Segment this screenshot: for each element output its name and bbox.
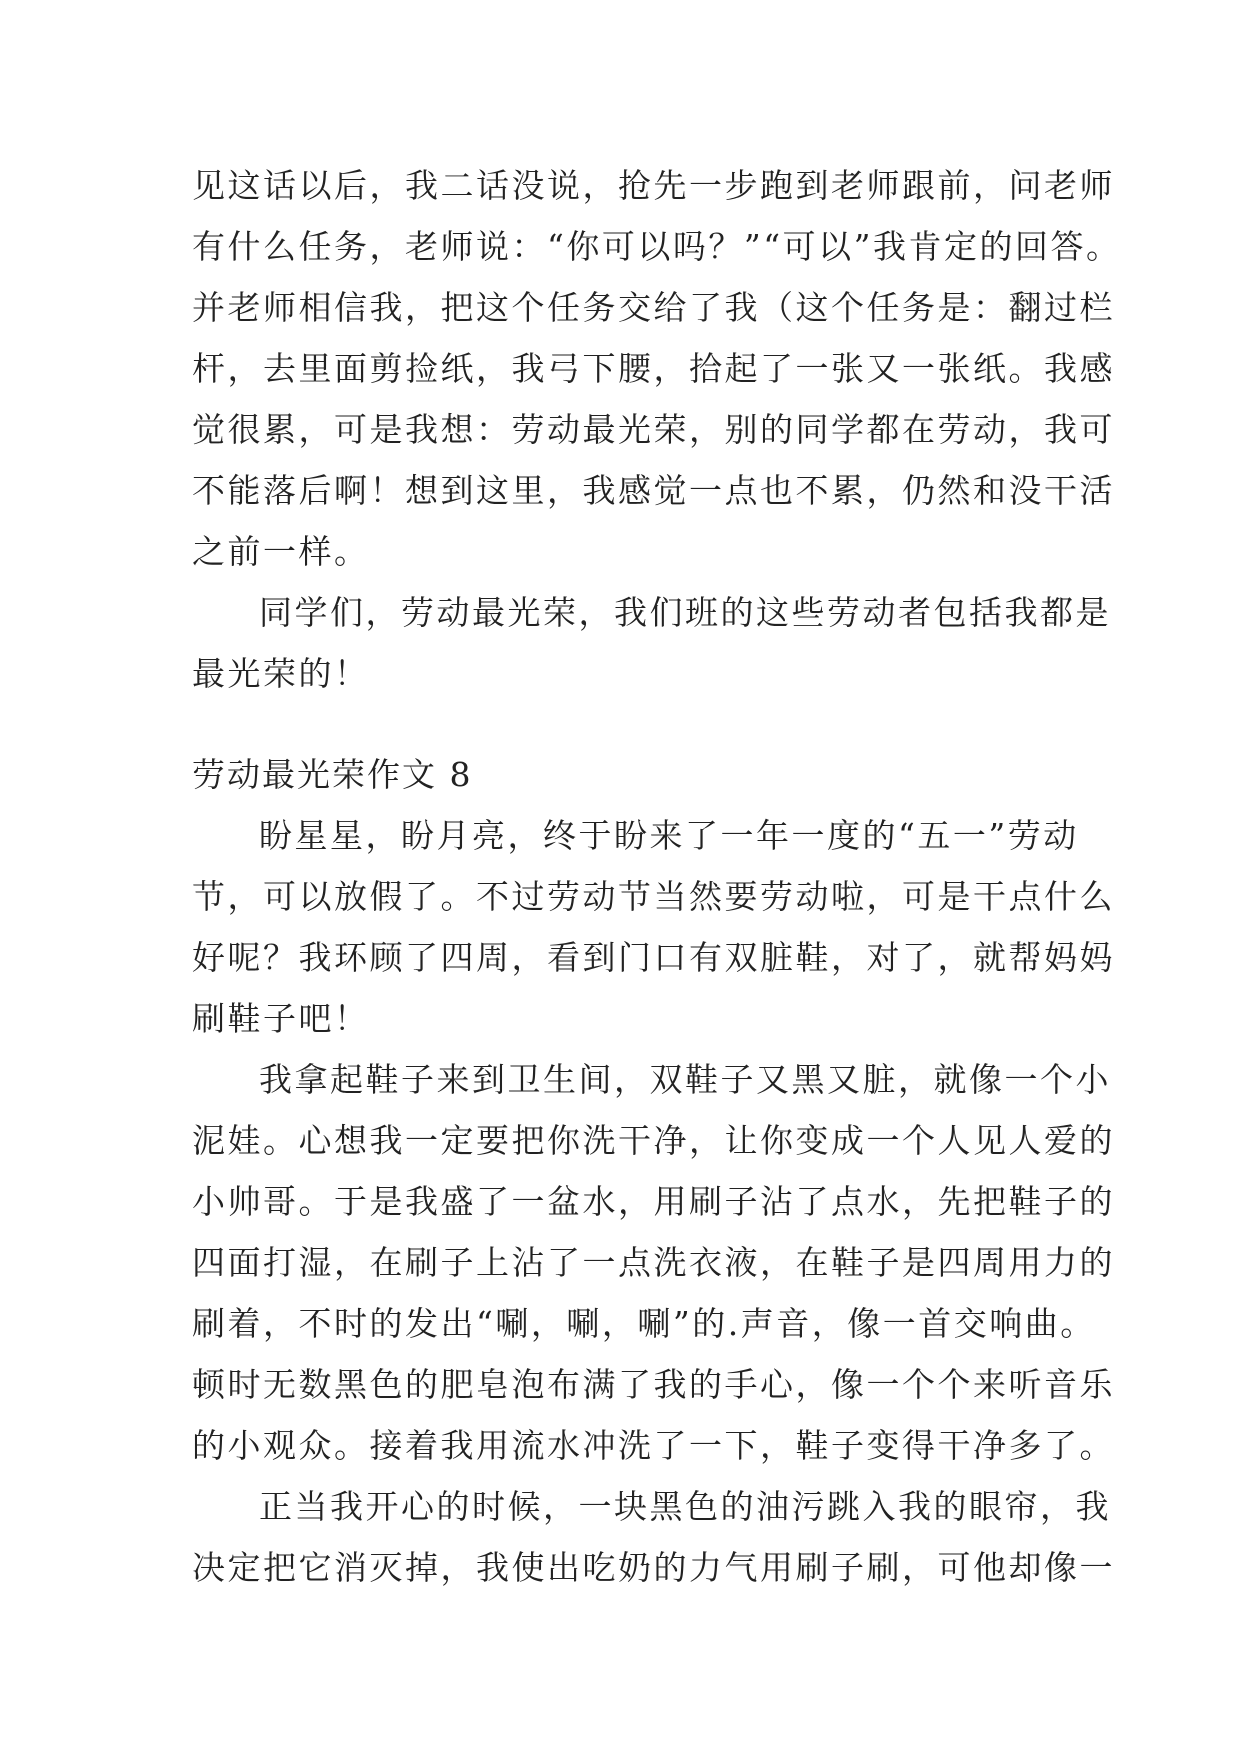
text-line: 之前一样。 <box>192 532 370 571</box>
paragraph-2 <box>192 1049 1115 1476</box>
text-line: 泥娃。心想我一定要把你洗干净，让你变成一个人见人爱的 <box>192 1121 1115 1160</box>
paragraph-conclusion <box>192 582 1111 704</box>
paragraph-3 <box>192 1476 1115 1598</box>
text-line: 决定把它消灭掉，我使出吃奶的力气用刷子刷，可他却像一 <box>192 1548 1115 1587</box>
text-line: 最光荣的！ <box>192 654 370 693</box>
text-line: 顿时无数黑色的肥皂泡布满了我的手心，像一个个来听音乐 <box>192 1365 1115 1404</box>
text-line: 见这话以后，我二话没说，抢先一步跑到老师跟前，问老师 <box>192 166 1115 205</box>
text-line: 并老师相信我，把这个任务交给了我（这个任务是：翻过栏 <box>192 288 1115 327</box>
text-line: 觉很累，可是我想：劳动最光荣，别的同学都在劳动，我可 <box>192 410 1115 449</box>
text-line: 的小观众。接着我用流水冲洗了一下，鞋子变得干净多了。 <box>192 1426 1115 1465</box>
essay-heading: 劳动最光荣作文 8 <box>192 755 473 794</box>
paragraph-continued <box>192 155 1122 582</box>
text-line: 刷鞋子吧！ <box>192 999 370 1038</box>
document-page <box>192 155 1122 1598</box>
text-line: 四面打湿，在刷子上沾了一点洗衣液，在鞋子是四周用力的 <box>192 1243 1115 1282</box>
text-line: 小帅哥。于是我盛了一盆水，用刷子沾了点水，先把鞋子的 <box>192 1182 1115 1221</box>
text-line: 我拿起鞋子来到卫生间，双鞋子又黑又脏，就像一个小 <box>259 1060 1111 1099</box>
text-line: 正当我开心的时候，一块黑色的油污跳入我的眼帘，我 <box>259 1487 1111 1526</box>
text-line: 不能落后啊！想到这里，我感觉一点也不累，仍然和没干活 <box>192 471 1115 510</box>
text-line: 杆，去里面剪捡纸，我弓下腰，拾起了一张又一张纸。我感 <box>192 349 1115 388</box>
paragraph-1 <box>192 805 1115 1049</box>
text-line: 节，可以放假了。不过劳动节当然要劳动啦，可是干点什么 <box>192 877 1115 916</box>
text-line: 刷着，不时的发出“唰，唰，唰”的.声音，像一首交响曲。 <box>192 1304 1096 1343</box>
text-line: 同学们，劳动最光荣，我们班的这些劳动者包括我都是 <box>259 593 1111 632</box>
text-line: 好呢？我环顾了四周，看到门口有双脏鞋，对了，就帮妈妈 <box>192 938 1115 977</box>
text-line: 有什么任务，老师说：“你可以吗？”“可以”我肯定的回答。 <box>192 227 1122 266</box>
text-line: 盼星星，盼月亮，终于盼来了一年一度的“五一”劳动 <box>259 816 1079 855</box>
section-gap <box>192 704 1052 744</box>
